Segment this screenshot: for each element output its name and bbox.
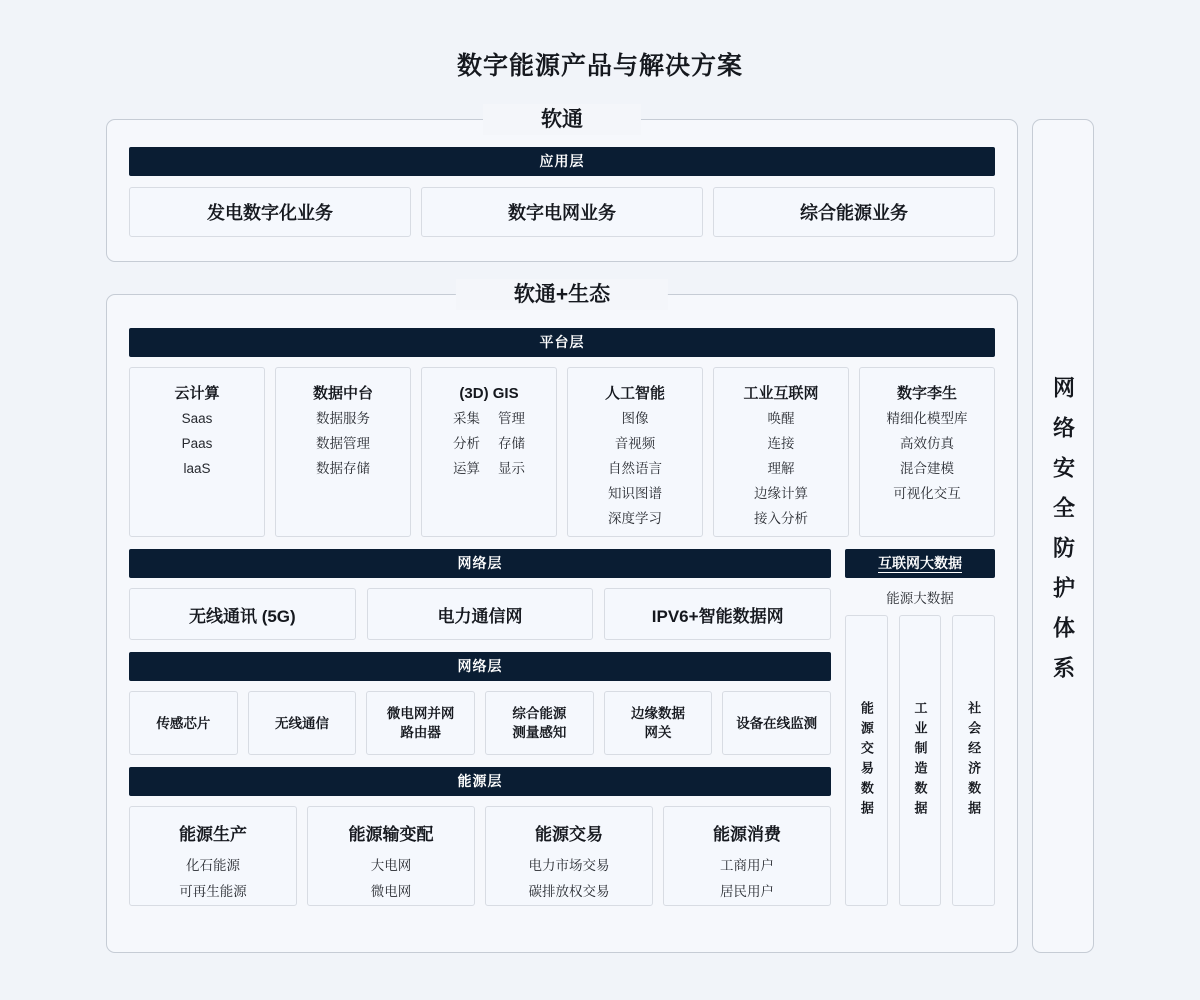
platform-column-data-platform (275, 367, 411, 537)
platform-item: 显示 (498, 461, 525, 476)
energy-item: 大电网 (370, 858, 412, 873)
network-device-box (129, 691, 238, 755)
bigdata-box-label: 社会经济数据 (966, 700, 982, 821)
platform-item: 数据服务 (316, 411, 370, 426)
platform-column-title: 工业互联网 (743, 385, 819, 402)
energy-item: 电力市场交易 (528, 858, 610, 873)
application-box: 数字电网业务 (421, 187, 703, 237)
layer-bar-platform: 平台层 (129, 328, 995, 357)
platform-item: 采集 (453, 411, 480, 426)
network-device-box (248, 691, 357, 755)
platform-column-title: 数据中台 (312, 385, 373, 402)
section-ecosystem (106, 283, 1018, 953)
platform-column-title: 人工智能 (604, 385, 665, 402)
energy-item: 居民用户 (720, 884, 774, 899)
internet-bigdata-bar-label: 互联网大数据 (878, 555, 962, 571)
network-device-label: 传感芯片 (156, 715, 211, 731)
energy-item: 微电网 (370, 884, 412, 899)
energy-box-title: 能源输变配 (348, 825, 434, 844)
page-title: 数字能源产品与解决方案 (456, 52, 743, 80)
platform-item: 唤醒 (767, 411, 795, 426)
internet-bigdata-column (845, 549, 995, 906)
application-box-row (129, 187, 995, 237)
bigdata-box-label: 工业制造数据 (912, 700, 928, 821)
energy-item: 工商用户 (720, 858, 774, 873)
platform-column-ai (567, 367, 703, 537)
energy-box-row (129, 806, 831, 906)
energy-item: 化石能源 (186, 858, 240, 873)
network-box: 电力通信网 (367, 588, 594, 640)
platform-item: Saas (181, 411, 213, 426)
platform-item: 分析 (453, 436, 480, 451)
platform-item: 深度学习 (608, 511, 662, 526)
network-device-label-line2: 测量感知 (512, 725, 567, 740)
bigdata-box-socioeconomic (952, 615, 995, 906)
platform-item: 图像 (621, 411, 649, 426)
network-box: 无线通讯 (5G) (129, 588, 356, 640)
layer-bar-internet-bigdata (845, 549, 995, 578)
network-device-box (604, 691, 713, 755)
bigdata-box-label: 能源交易数据 (858, 700, 874, 821)
layer-bar-network-2: 网络层 (129, 652, 831, 681)
bigdata-box-row (845, 615, 995, 906)
network-box-row-1 (129, 588, 831, 640)
network-device-box (722, 691, 831, 755)
section-ruantong-label: 软通 (483, 104, 641, 135)
energy-box-trading (485, 806, 653, 906)
platform-column-title: 云计算 (174, 385, 220, 402)
platform-item: 自然语言 (608, 461, 662, 476)
lower-split-area (129, 549, 995, 906)
platform-item: Paas (181, 436, 213, 451)
network-security-panel (1032, 119, 1094, 953)
section-ecosystem-label: 软通+生态 (456, 279, 668, 310)
network-device-label-line2: 路由器 (400, 725, 441, 740)
network-device-label: 边缘数据 (631, 706, 686, 721)
energy-box-transmission (307, 806, 475, 906)
gis-pair-row (422, 456, 556, 481)
network-security-panel-label: 网络安全防护体系 (1050, 376, 1076, 696)
platform-item: 运算 (453, 461, 480, 476)
gis-pair-row (422, 431, 556, 456)
platform-column-gis (421, 367, 557, 537)
platform-column-row (129, 367, 995, 537)
energy-box-title: 能源生产 (179, 825, 247, 844)
layer-bar-application: 应用层 (129, 147, 995, 176)
energy-item: 可再生能源 (179, 884, 247, 899)
section-ruantong (106, 108, 1018, 262)
bigdata-box-industrial-manufacturing (899, 615, 942, 906)
network-device-label: 综合能源 (512, 706, 567, 721)
network-device-label-line2: 网关 (644, 725, 672, 740)
platform-item: 高效仿真 (900, 436, 954, 451)
platform-item: 存储 (498, 436, 525, 451)
platform-column-industrial-internet (713, 367, 849, 537)
platform-column-title: 数字李生 (896, 385, 957, 402)
layer-bar-energy: 能源层 (129, 767, 831, 796)
platform-item: 接入分析 (754, 511, 808, 526)
energy-box-production (129, 806, 297, 906)
energy-bigdata-subtitle: 能源大数据 (886, 591, 954, 606)
platform-item: 混合建模 (900, 461, 954, 476)
platform-item: 数据管理 (316, 436, 370, 451)
platform-item: 可视化交互 (893, 486, 961, 501)
platform-column-title: (3D) GIS (459, 385, 519, 402)
network-device-label: 微电网并网 (386, 706, 455, 721)
application-box: 综合能源业务 (713, 187, 995, 237)
gis-pair-row (422, 406, 556, 431)
network-device-box (366, 691, 475, 755)
application-box: 发电数字化业务 (129, 187, 411, 237)
platform-item: 管理 (498, 411, 525, 426)
network-box: IPV6+智能数据网 (604, 588, 831, 640)
energy-box-consumption (663, 806, 831, 906)
platform-item: 音视频 (614, 436, 656, 451)
layer-bar-network-1: 网络层 (129, 549, 831, 578)
network-box-row-2 (129, 691, 831, 755)
platform-column-digital-twin (859, 367, 995, 537)
energy-box-title: 能源消费 (713, 825, 781, 844)
diagram-content (106, 108, 1094, 953)
platform-item: 精细化模型库 (886, 411, 968, 426)
platform-item: 边缘计算 (754, 486, 808, 501)
platform-column-cloud (129, 367, 265, 537)
diagram-left-column (106, 108, 1018, 953)
bigdata-box-energy-trading (845, 615, 888, 906)
platform-item: 数据存储 (316, 461, 370, 476)
platform-item: 知识图谱 (608, 486, 662, 501)
platform-item: 连接 (767, 436, 795, 451)
network-device-label: 设备在线监测 (736, 715, 818, 731)
network-device-box (485, 691, 594, 755)
platform-item: laaS (183, 461, 211, 476)
platform-item: 理解 (767, 461, 795, 476)
energy-box-title: 能源交易 (535, 825, 603, 844)
energy-item: 碳排放权交易 (528, 884, 610, 899)
network-device-label: 无线通信 (275, 715, 329, 731)
layered-stack (129, 549, 831, 906)
